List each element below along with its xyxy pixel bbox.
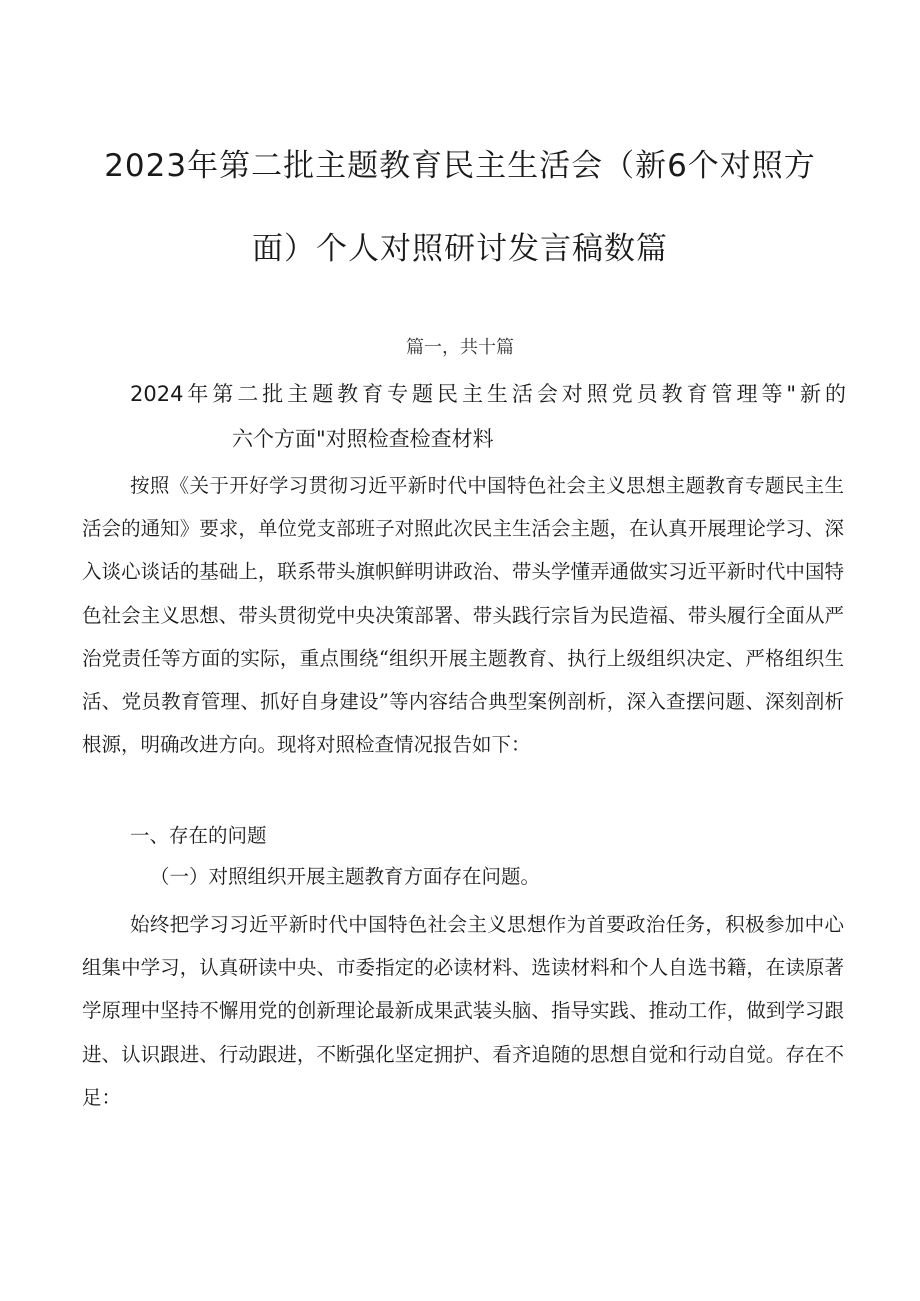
body-paragraph-study: 始终把学习习近平新时代中国特色社会主义思想作为首要政治任务，积极参加中心组集中学习，认真研读中央、市委指定的必读材料、选读材料和个人自选书籍，在读原著学原理中坚持不懈用党的创新理论最新成果武装头脑、指导实践、推动工作，做到学习跟进、认识跟进、行动跟进，不断强化坚定拥护、看齐追随的思想自觉和行动自觉。存在不足： [82, 913, 844, 1109]
section-heading-line1: 2024年第二批主题教育专题民主生活会对照党员教育管理等"新的 [130, 382, 846, 406]
document-title-line1: 2023年第二批主题教育民主生活会（新6个对照方 [104, 148, 816, 184]
body-paragraph-intro: 按照《关于开好学习贯彻习近平新时代中国特色社会主义思想主题教育专题民主生活会的通知》要求，单位党支部班子对照此次民主生活会主题，在认真开展理论学习、深入谈心谈话的基础上，联系带头旗帜鲜明讲政治、带头学懂弄通做实习近平新时代中国特色社会主义思想、带头贯彻党中央决策部署、带头践行宗旨为民造福、带头履行全面从严治党责任等方面的实际，重点围绕“组织开展主题教育、执行上级组织决定、严格组织生活、党员教育管理、抓好自身建设”等内容结合典型案例剖析，深入查摆问题、深刻剖析根源，明确改进方向。现将对照检查情况报告如下： [82, 474, 844, 757]
document-title-line2: 面）个人对照研讨发言稿数篇 [252, 231, 668, 267]
section-heading-line2: 六个方面"对照检查检查材料 [232, 427, 494, 451]
subsection-title: （一）对照组织开展主题教育方面存在问题。 [150, 865, 541, 888]
section-title-problems: 一、存在的问题 [130, 824, 267, 847]
document-subtitle: 篇一，共十篇 [406, 337, 514, 358]
